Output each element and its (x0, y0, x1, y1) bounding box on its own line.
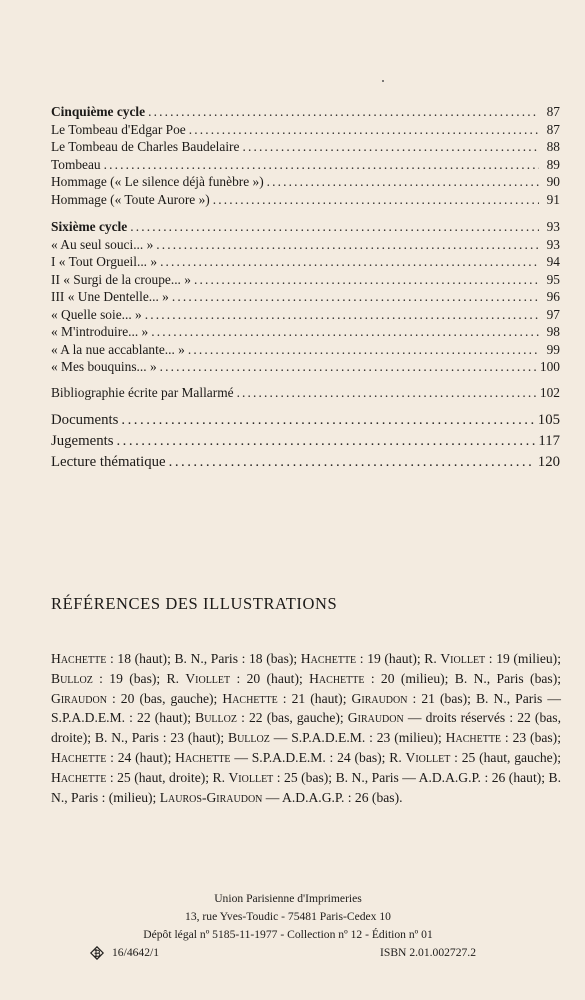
credit-text: : 20 (haut); (230, 670, 310, 686)
toc-entry-title: Documents (51, 412, 119, 428)
credit-agency: Bulloz (195, 710, 237, 726)
toc-cycle-5 (51, 103, 560, 208)
toc-entry (51, 191, 560, 209)
toc-entry-page: 98 (546, 324, 560, 339)
credit-text: : 19 (haut); R. (356, 651, 441, 666)
toc-entry-page: 117 (538, 433, 560, 449)
toc-entry-page: 99 (546, 341, 560, 357)
toc-entry-title: « Mes bouquins... » (51, 359, 157, 374)
toc-cycle-6 (51, 218, 560, 376)
toc-entry (51, 410, 560, 431)
credit-text: — droits réservés : 22 (bas, droite); B. N., Paris : 23 (haut); (51, 710, 561, 746)
print-code: 16/4642/1 (112, 946, 160, 959)
toc-entry-page: 93 (546, 219, 560, 234)
dot-leader (267, 173, 539, 191)
credit-text: : 20 (milieu); B. N., Paris (bas); (364, 670, 562, 686)
dot-leader (194, 271, 539, 289)
toc-entry (51, 288, 560, 306)
toc-entry (51, 156, 560, 174)
dot-leader (213, 191, 539, 209)
toc-entry-page: 94 (546, 254, 560, 269)
toc-entry-page: 87 (546, 121, 560, 137)
credit-agency: Hachette (51, 769, 107, 785)
toc-entry (51, 173, 560, 191)
credit-agency: Giraudon (51, 690, 107, 706)
toc-entry (51, 138, 560, 156)
credit-text: : 22 (bas, gauche); (236, 710, 348, 726)
toc-entry-page: 93 (546, 236, 560, 252)
dot-leader (189, 121, 539, 139)
references-text (51, 649, 561, 807)
toc-entry-page: 97 (546, 306, 560, 322)
toc-entry-title: Tombeau (51, 156, 101, 172)
credit-text: : 20 (bas, gauche); (106, 690, 223, 706)
toc-entry-title: Hommage (« Toute Aurore ») (51, 191, 210, 207)
dot-leader (169, 452, 535, 473)
toc-entry (51, 306, 560, 324)
toc-entry (51, 452, 560, 473)
references-heading: RÉFÉRENCES DES ILLUSTRATIONS (51, 594, 338, 613)
credit-text: : 21 (haut); (277, 690, 352, 706)
toc-entry (51, 121, 560, 139)
credit-text: : 23 (bas); (501, 730, 561, 746)
toc-entry (51, 431, 560, 452)
credit-agency: Viollet (185, 670, 231, 686)
toc-entry (51, 384, 560, 402)
toc-entry-title: Lecture thématique (51, 454, 166, 470)
credit-agency: Bulloz (51, 670, 93, 686)
toc-entry-title: Cinquième cycle (51, 104, 146, 119)
toc-entry-page: 90 (546, 174, 560, 189)
toc-entry (51, 358, 560, 376)
dot-leader (148, 103, 539, 121)
credit-text: : 19 (milieu); (485, 651, 561, 666)
toc-entry-title: Le Tombeau d'Edgar Poe (51, 121, 186, 137)
dot-leader (172, 288, 539, 306)
toc-entry (51, 236, 560, 254)
toc-entry (51, 253, 560, 271)
credit-agency: Giraudon (347, 710, 404, 726)
dot-leader (156, 236, 539, 254)
dot-leader (242, 138, 539, 156)
dot-leader (160, 358, 537, 376)
credit-agency: Lauros-Giraudon (159, 789, 263, 805)
credit-agency: Hachette (51, 749, 107, 765)
credit-text: : 24 (haut); (106, 749, 176, 765)
credit-agency: Giraudon (351, 690, 408, 706)
toc-entry (51, 323, 560, 341)
toc-entry-title: Le Tombeau de Charles Baudelaire (51, 139, 240, 154)
credit-text: : 18 (haut); B. N., Paris : 18 (bas); (106, 651, 301, 666)
toc-entry-title: Jugements (51, 433, 114, 449)
credit-agency: Hachette (445, 730, 502, 746)
toc-bibliography (51, 384, 560, 402)
credit-text: : 25 (haut, gauche); (450, 749, 562, 765)
toc-entry (51, 218, 560, 236)
legal-deposit: Dépôt légal nº 5185-11-1977 - Collection nº 12 - Édition nº 01 (143, 928, 433, 941)
toc-entry-title: « A la nue accablante... » (51, 341, 185, 357)
toc-entry-page: 102 (539, 385, 560, 400)
toc-entry-title: « Quelle soie... » (51, 306, 142, 322)
toc-entry-page: 88 (546, 139, 560, 154)
dot-leader (130, 218, 539, 236)
credit-text: : 25 (bas); B. N., Paris — A.D.A.G.P. : 26 (haut); B. N., Paris : (milieu); (51, 769, 561, 805)
toc-entry-title: « M'introduire... » (51, 324, 149, 339)
toc-entry-page: 100 (539, 359, 560, 374)
credit-agency: Viollet (405, 749, 451, 765)
toc-entry-title: Sixième cycle (51, 219, 128, 234)
dot-leader (151, 323, 539, 341)
toc-entry-page: 89 (546, 156, 560, 172)
printer-imprint (88, 890, 488, 962)
toc-entry-title: I « Tout Orgueil... » (51, 254, 158, 269)
printer-name: Union Parisienne d'Imprimeries (214, 892, 362, 905)
toc-entry (51, 103, 560, 121)
toc-entry-title: II « Surgi de la croupe... » (51, 271, 191, 287)
credit-text: — A.D.A.G.P. : 26 (bas). (262, 789, 403, 805)
imprint-codes (88, 944, 488, 962)
toc-entry-page: 87 (546, 104, 560, 119)
toc-entry (51, 271, 560, 289)
credit-agency: Hachette (175, 749, 231, 765)
toc-entry-title: III « Une Dentelle... » (51, 289, 169, 304)
printer-address: 13, rue Yves-Toudic - 75481 Paris-Cedex 10 (185, 910, 391, 923)
publisher-diamond-logo-icon (90, 946, 104, 960)
dot-leader (145, 306, 539, 324)
toc-appendices (51, 410, 560, 473)
credit-text: : 21 (bas); B. N., Paris — S.P.A.D.E.M. : 22 (haut); (51, 690, 561, 726)
credit-text: : 19 (bas); R. (92, 670, 186, 686)
credit-text: : 25 (haut, droite); R. (106, 769, 229, 785)
toc-entry-title: « Au seul souci... » (51, 236, 154, 252)
credit-agency: Hachette (309, 670, 365, 686)
toc-entry-title: Bibliographie écrite par Mallarmé (51, 385, 234, 400)
toc-entry-page: 120 (537, 454, 560, 470)
toc-entry-page: 105 (537, 412, 560, 428)
credit-agency: Viollet (228, 769, 274, 785)
credit-text: — S.P.A.D.E.M. : 23 (milieu); (269, 730, 446, 746)
dot-leader (188, 341, 539, 359)
dot-leader (104, 156, 539, 174)
isbn: ISBN 2.01.002727.2 (380, 946, 476, 959)
toc-entry-title: Hommage (« Le silence déjà funèbre ») (51, 174, 264, 189)
credit-agency: Bulloz (228, 730, 270, 746)
credit-agency: Viollet (440, 651, 486, 666)
dot-leader (116, 431, 535, 452)
toc-entry-page: 95 (546, 271, 560, 287)
credit-text: — S.P.A.D.E.M. : 24 (bas); R. (230, 749, 406, 765)
dot-leader (121, 410, 534, 431)
speck (382, 80, 384, 82)
toc-entry-page: 96 (546, 289, 560, 304)
credit-agency: Hachette (222, 690, 278, 706)
credit-agency: Hachette (51, 651, 107, 666)
toc-entry-page: 91 (546, 191, 560, 207)
dot-leader (160, 253, 539, 271)
publisher-logo-group (90, 944, 159, 962)
toc-entry (51, 341, 560, 359)
dot-leader (237, 384, 537, 402)
credit-agency: Hachette (300, 651, 357, 666)
